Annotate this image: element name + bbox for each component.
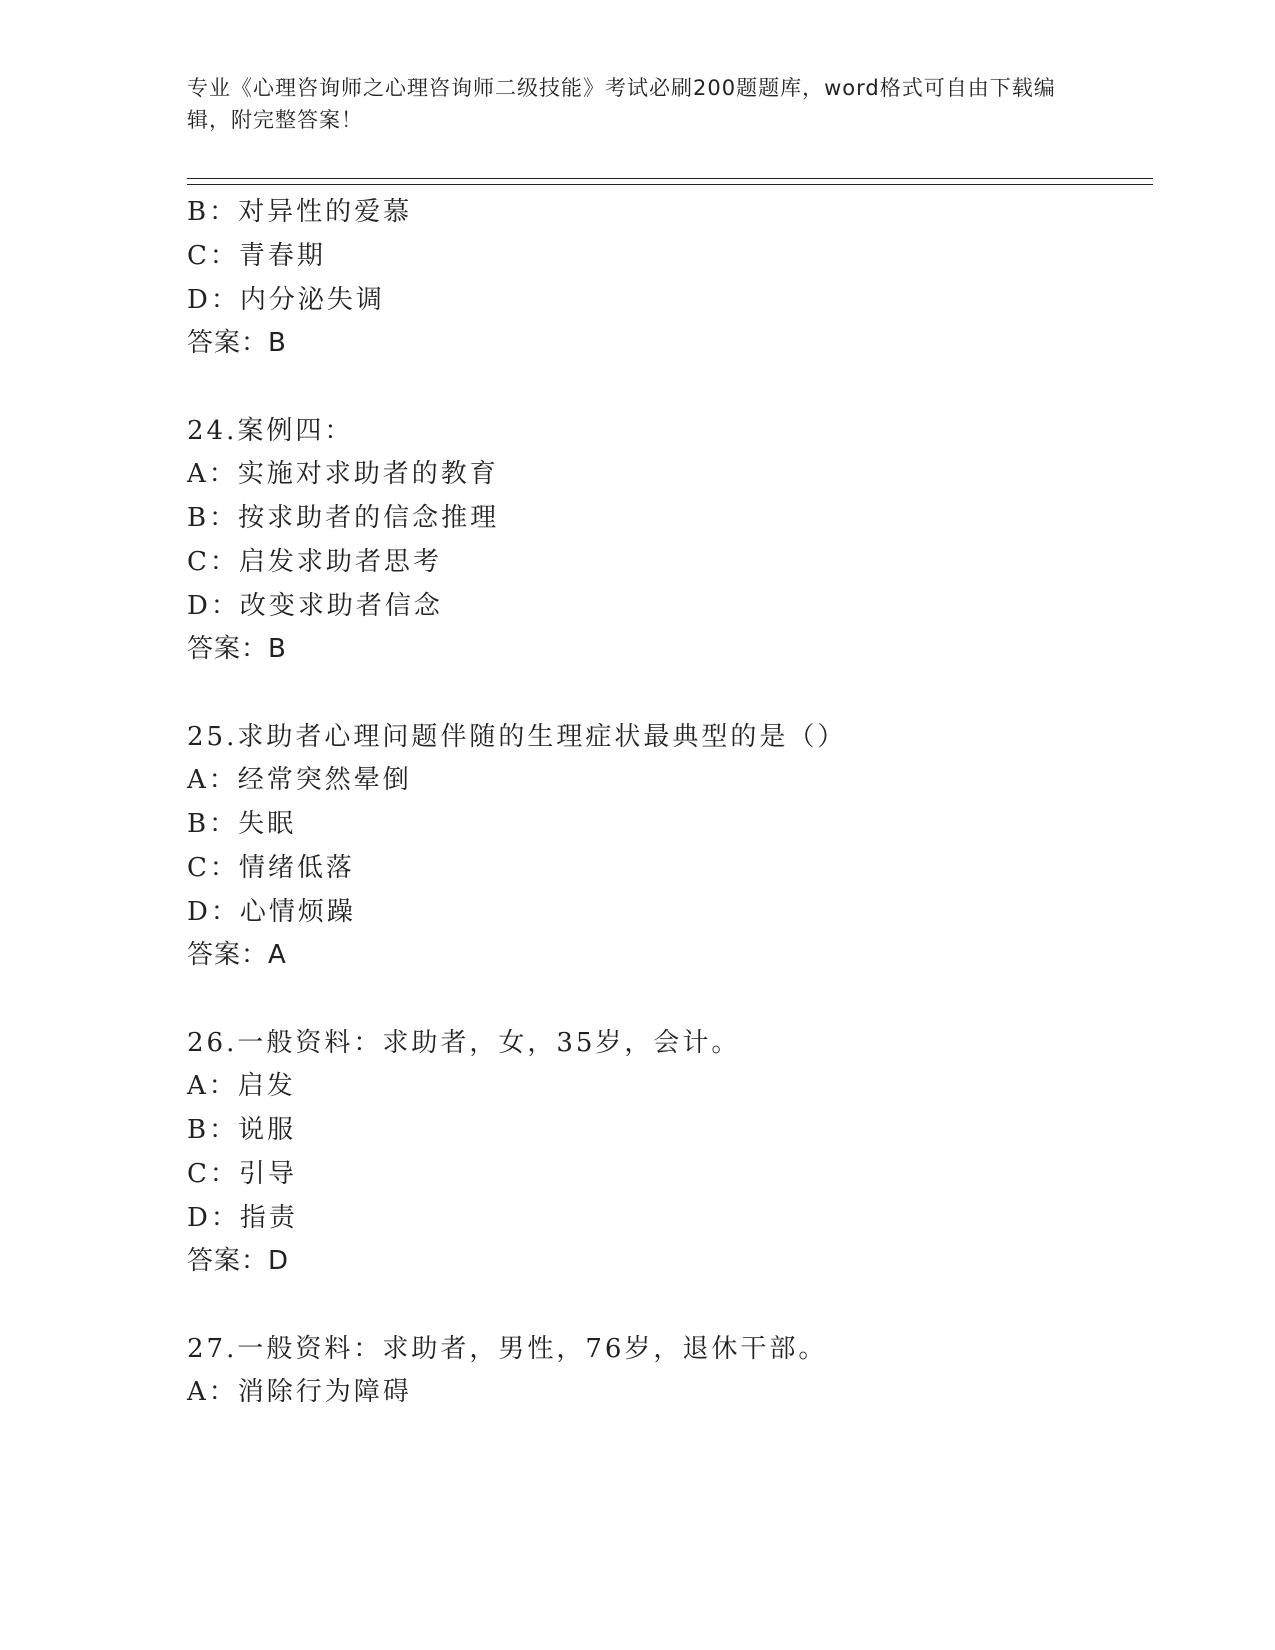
option-line: D：心情烦躁 bbox=[187, 897, 356, 927]
option-line: C：启发求助者思考 bbox=[187, 547, 442, 577]
header-divider-top bbox=[187, 178, 1153, 179]
option-line: B：失眠 bbox=[187, 809, 297, 839]
option-line: D：内分泌失调 bbox=[187, 285, 385, 315]
question-line: 27.一般资料：求助者，男性，76岁，退休干部。 bbox=[187, 1334, 828, 1364]
header-divider-bottom bbox=[187, 184, 1153, 185]
option-line: C：青春期 bbox=[187, 241, 326, 271]
document-header: 专业《心理咨询师之心理咨询师二级技能》考试必刷200题题库，word格式可自由下载编辑，附完整答案！ bbox=[187, 76, 1056, 132]
question-line: 25.求助者心理问题伴随的生理症状最典型的是（） bbox=[187, 722, 847, 752]
option-line: A：消除行为障碍 bbox=[187, 1377, 412, 1407]
answer-line: 答案：B bbox=[187, 634, 287, 664]
answer-line: 答案：A bbox=[187, 940, 287, 970]
answer-line: 答案：D bbox=[187, 1246, 290, 1276]
option-line: B：对异性的爱慕 bbox=[187, 197, 413, 227]
option-line: A：经常突然晕倒 bbox=[187, 765, 412, 795]
option-line: B：说服 bbox=[187, 1115, 297, 1145]
option-line: D：改变求助者信念 bbox=[187, 591, 443, 621]
answer-line: 答案：B bbox=[187, 328, 287, 358]
option-line: C：引导 bbox=[187, 1159, 297, 1189]
option-line: A：启发 bbox=[187, 1071, 296, 1101]
option-line: C：情绪低落 bbox=[187, 853, 355, 883]
option-line: D：指责 bbox=[187, 1203, 298, 1233]
question-line: 24.案例四： bbox=[187, 416, 354, 446]
option-line: B：按求助者的信念推理 bbox=[187, 503, 500, 533]
option-line: A：实施对求助者的教育 bbox=[187, 459, 499, 489]
question-line: 26.一般资料：求助者，女，35岁，会计。 bbox=[187, 1028, 741, 1058]
